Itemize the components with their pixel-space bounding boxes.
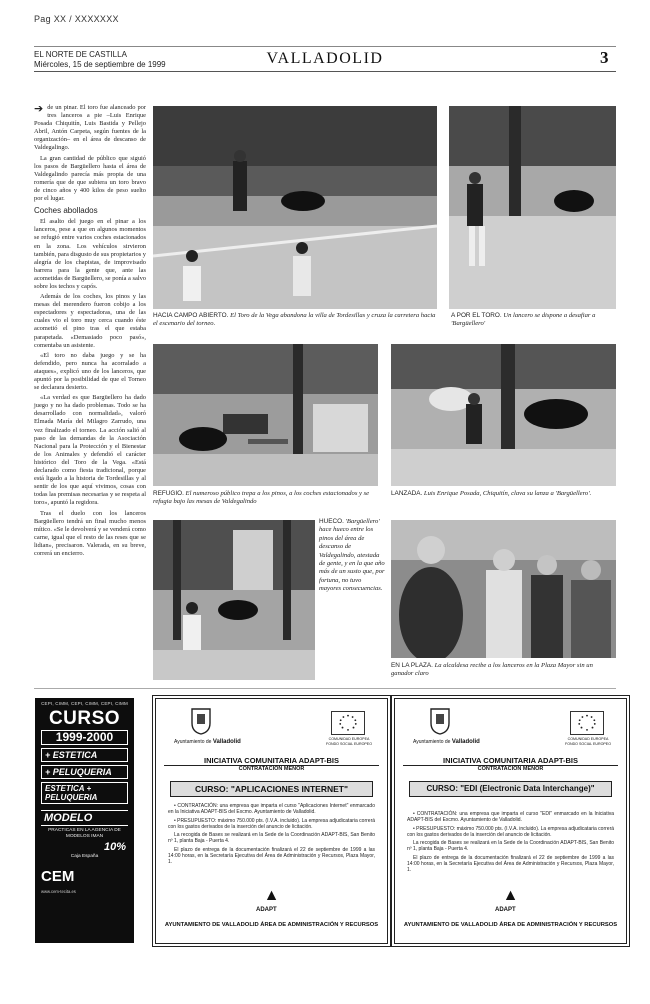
ad-curso-years: 1999-2000	[41, 730, 128, 745]
page-label: Pag XX / XXXXXXX	[34, 14, 119, 24]
article-paragraph: «El toro no daba juego y se ha defendido, pero nunca ha acorralado a ataques», explicó uno de los lanceros, que apuntó por la posibilidad de que el Torneo se declarara desierto.	[34, 351, 146, 392]
ad-title: INICIATIVA COMUNITARIA ADAPT-BIS	[164, 756, 379, 766]
ad-footer: AYUNTAMIENTO DE VALLADOLID ÁREA DE ADMINISTRACIÓN Y RECURSOS	[403, 922, 618, 928]
ad-body-paragraph: • CONTRATACIÓN: una empresa que imparta el curso "EDI" enmarcado en la Iniciativa ADAPT-BIS del Excmo. Ayuntamiento de Valladolid.	[407, 811, 614, 824]
photo-hueco	[153, 520, 315, 680]
ad-subtitle: CONTRATACIÓN MENOR	[477, 766, 544, 772]
ad-curso-item: ESTETICA + PELUQUERIA	[41, 782, 128, 804]
ad-curso-logo: CEM	[41, 868, 75, 885]
article-subhead: Coches abollados	[34, 206, 98, 216]
article-column	[34, 104, 146, 560]
city-shield-icon	[190, 707, 212, 735]
caption-a-por-el-toro: A POR EL TORO. Un lancero se dispone a desafiar a 'Bargüellero'	[451, 312, 596, 328]
ad-body-paragraph: • PRESUPUESTO: máximo 750.000 pts. (I.V.A. incluido). La empresa adjudicataria correrá con los gastos derivados de la inserción del anuncio de licitación.	[407, 825, 615, 838]
caption-en-la-plaza: EN LA PLAZA. La alcaldesa recibe a los lanceros en la Plaza Mayor sin un ganador claro	[391, 662, 593, 678]
ad-body-paragraph: El plazo de entrega de la documentación finalizará el 22 de septiembre de 1999 a las 14:00 horas, en la Secretaría Ejecutiva del Área de Administración y Recursos, Plaza Mayor, 1.	[168, 846, 375, 866]
ad-curso-footer: www.cem-tecita.es	[41, 889, 76, 894]
ad-adapt-label: ADAPT	[495, 907, 516, 913]
ad-body	[407, 811, 614, 876]
photo-lanzada	[391, 344, 616, 486]
ad-curso-item: + ESTETICA	[41, 748, 128, 762]
ad-course-name: CURSO: "EDI (Electronic Data Interchange)"	[409, 781, 612, 797]
ad-eu-label: COMUNIDAD EUROPEA FONDO SOCIAL EUROPEO	[565, 737, 611, 746]
ad-footer: AYUNTAMIENTO DE VALLADOLID ÁREA DE ADMINISTRACIÓN Y RECURSOS	[164, 922, 379, 928]
ad-curso-item: + PELUQUERIA	[41, 765, 128, 779]
ad-city: Ayuntamiento de Valladolid	[174, 739, 241, 745]
ad-body-paragraph: La recogida de Bases se realizará en la Sede de la Coordinación ADAPT-BIS, San Benito nº 1, planta Baja - Puerta 4.	[168, 832, 375, 845]
ad-body-paragraph: La recogida de Bases se realizará en la Sede de la Coordinación ADAPT-BIS, San Benito nº 1, planta Baja - Puerta 4.	[407, 840, 614, 853]
masthead-rule-top	[34, 46, 616, 47]
eu-flag-icon	[570, 711, 604, 735]
eu-flag-icon	[331, 711, 365, 735]
ad-body	[168, 803, 375, 868]
ad-subtitle: CONTRATACIÓN MENOR	[238, 766, 305, 772]
article-paragraph: Tras el duelo con los lanceros Bargüellero tendrá un final mucho menos mítico. «Se le devolverá y se venderá como carne, igual que el resto de las reses que se lidian», precisaron. Valerada, en su breve, correrá un encierro.	[34, 509, 146, 557]
ad-adapt-internet	[155, 698, 388, 944]
caption-lanzada: LANZADA. Luis Enrique Posada, Chiquitín, clava su lanza a 'Bargüellero'.	[391, 490, 592, 497]
page-number: 3	[600, 48, 609, 67]
ad-course-name: CURSO: "APLICACIONES INTERNET"	[170, 781, 373, 797]
city-shield-icon	[429, 707, 451, 735]
ad-adapt-label: ADAPT	[256, 907, 277, 913]
ad-body-paragraph: • PRESUPUESTO: máximo 750.000 pts. (I.V.A. incluido). La empresa adjudicataria correrá con los gastos derivados de la inserción del anuncio de licitación.	[168, 817, 376, 830]
ad-curso-modelo: MODELO	[41, 810, 128, 826]
ad-curso-modelo-sub: PRACTICAS EN LA AGENCIA DE MODELOS IMAN	[48, 828, 121, 839]
caption-hueco: HUECO. 'Bargüellero' hace hueco entre los pinos del área de descanso de Valdegalindo, atestada de gente, y en la que año más de un susto que, por fortuna, no tuvo mayores consecuencias.	[319, 518, 385, 593]
ad-adapt-edi	[394, 698, 627, 944]
photo-refugio	[153, 344, 378, 486]
paper-name: EL NORTE DE CASTILLA	[34, 50, 127, 59]
ad-body-paragraph: El plazo de entrega de la documentación finalizará el 22 de septiembre de 1999 a las 14:00 horas, en la Secretaría Ejecutiva del Área de Administración y Recursos, Plaza Mayor, 1.	[407, 854, 614, 874]
ad-eu-label: COMUNIDAD EUROPEA FONDO SOCIAL EUROPEO	[326, 737, 372, 746]
caption-hacia-campo-abierto: HACIA CAMPO ABIERTO. El Toro de la Vega abandona la villa de Tordesillas y cruza la carretera hacia el escenario del torneo.	[153, 312, 436, 328]
photo-hacia-campo-abierto	[153, 106, 437, 309]
ad-title: INICIATIVA COMUNITARIA ADAPT-BIS	[403, 756, 618, 766]
photo-en-la-plaza	[391, 520, 616, 658]
adapt-logo-icon: ▲	[502, 887, 519, 904]
ad-curso-discount: 10%	[103, 841, 126, 853]
ad-separator	[34, 688, 616, 689]
article-paragraph: Además de los coches, los pinos y las mesas del merendero fueron cobijo a los espectadores y espectadoras, una de las cuales vio el toro muy cerca cuando éste acometió el pino tras el que estaba parapetada. «Demasiado poco pasó», comentaba un asistente.	[34, 293, 146, 349]
ad-body-paragraph: • CONTRATACIÓN: una empresa que imparta el curso "Aplicaciones Internet" enmarcado en la Iniciativa ADAPT-BIS del Excmo. Ayuntamiento de Valladolid.	[168, 803, 375, 816]
article-paragraph: ➔ de un pinar. El toro fue alanceado por tres lanceros a pie –Luis Enrique Posada Chiquitín, Luis Bastida y Pellejo Abril, Antón Carpeta, según fuentes de la organización– en el área de descanso de Valdegalingo.	[34, 102, 146, 152]
issue-date: Miércoles, 15 de septiembre de 1999	[34, 60, 166, 69]
masthead-rule-bottom	[34, 71, 616, 72]
ad-city: Ayuntamiento de Valladolid	[413, 739, 480, 745]
article-paragraph: El asalto del juego en el pinar a los lanceros, pese a que en algunos momentos se refugió entre varios coches estacionados en la zona. Los vehículos sirvieron también, para disgusto de sus propietarios y alegría de los chapistas, de improvisado barrera para la gente que, ante las acometidas de Bargüellero, se ponía a salvo sobre los techos y capós.	[34, 218, 146, 290]
photo-a-por-el-toro	[449, 106, 616, 309]
article-paragraph: «La verdad es que Bargüellero ha dado juego y no ha dado problemas. Todo se ha desarrollado con normalidad», valoró Elmada María del Milagro Zarrudo, una vez finalizado el torneo. La acción salió al paso de las demandas de la Asociación Nacional para la Protección y el Bienestar de los Animales y defendió el carácter histórico del Toro de la Vega. «Está declarado como fiesta tradicional, porque está ligado a la historia de Tordesillas y al sentir de los que aquí vivimos, cosas con todas las premisas necesarias y se respeta al toro», apuntó la regidora.	[34, 394, 146, 507]
section-title: VALLADOLID	[266, 50, 384, 67]
adapt-logo-icon: ▲	[263, 887, 280, 904]
arrow-right-icon: ➔	[34, 102, 44, 115]
ad-curso-brand: Caja España	[70, 854, 99, 859]
article-paragraph: La gran cantidad de público que siguió los pasos de Bargüellero hasta el área de Valdegalindo parecía más propia de una romería que de que subiera un toro bravo de cinco años y 400 kilos de peso suelto por el lugar.	[34, 154, 146, 203]
ad-curso-estetica	[35, 698, 134, 943]
ad-curso-header: CEPI, CIMM, CEPI, CIMM, CEPI, CIMM	[41, 701, 128, 706]
ad-curso-title: CURSO	[48, 708, 121, 729]
caption-refugio: REFUGIO. El numeroso público trepa a los pinos, a los coches estacionados y se refugia bajo las mesas de Valdegalindo	[153, 490, 370, 506]
